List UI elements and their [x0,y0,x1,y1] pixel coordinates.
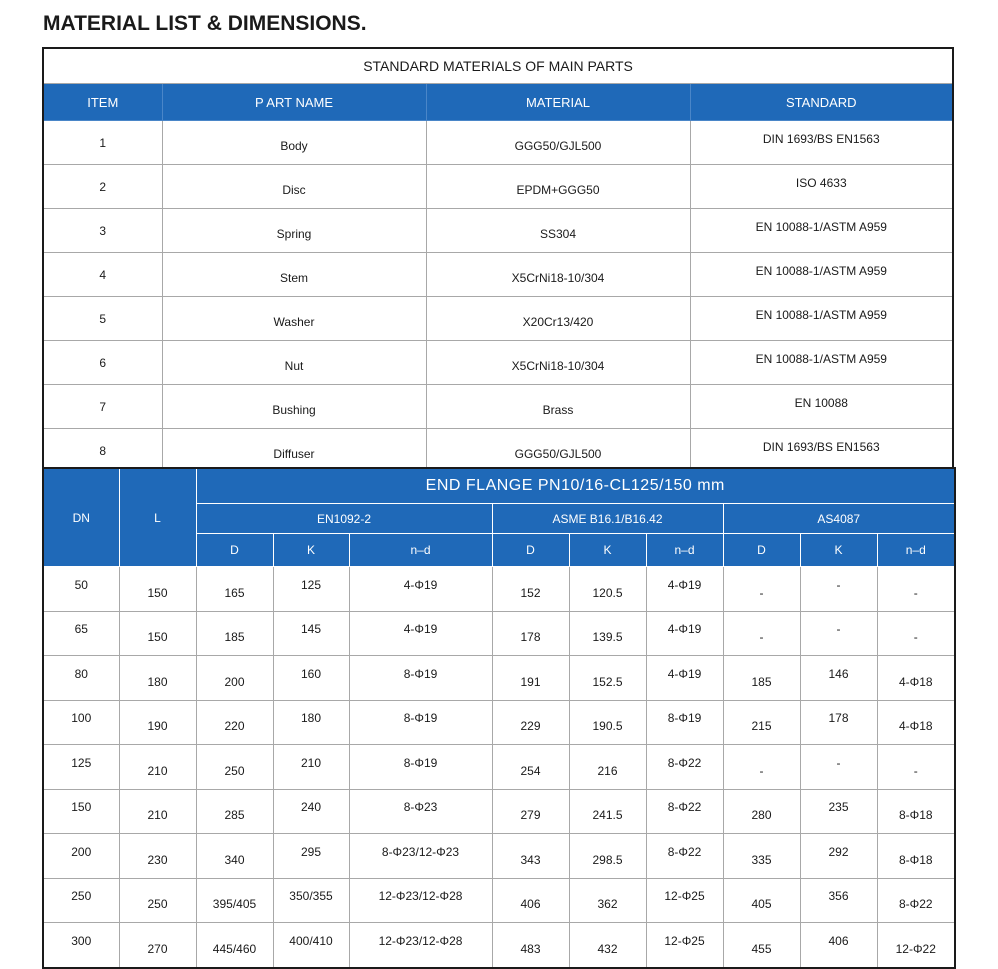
cell-item: 6 [43,341,162,385]
cell-en-d: 445/460 [196,923,273,968]
cell-l: 190 [119,700,196,745]
cell-asme-k: 216 [569,745,646,790]
table-row [43,834,955,879]
cell-en-d: 395/405 [196,878,273,923]
materials-header-row [43,84,953,121]
dimensions-table [42,467,956,969]
cell-material: X5CrNi18-10/304 [426,341,690,385]
cell-en-k: 180 [273,700,349,745]
cell-dn: 50 [43,567,119,612]
sub-header-d: D [723,534,800,567]
cell-item: 2 [43,165,162,209]
cell-item: 5 [43,297,162,341]
cell-dn: 200 [43,834,119,879]
cell-as-k: 178 [800,700,877,745]
cell-en-nd: 8-Φ23/12-Φ23 [349,834,492,879]
cell-l: 230 [119,834,196,879]
cell-as-k: 356 [800,878,877,923]
header-l: L [119,468,196,567]
header-item: ITEM [43,84,162,121]
sub-header-d: D [196,534,273,567]
cell-en-k: 240 [273,789,349,834]
cell-l: 180 [119,656,196,701]
cell-en-nd: 12-Φ23/12-Φ28 [349,923,492,968]
table-row [43,209,953,253]
cell-l: 270 [119,923,196,968]
cell-standard: EN 10088 [690,385,953,429]
cell-as-d: 185 [723,656,800,701]
cell-as-nd: 8-Φ18 [877,834,955,879]
cell-asme-d: 178 [492,611,569,656]
cell-en-d: 220 [196,700,273,745]
cell-standard: EN 10088-1/ASTM A959 [690,253,953,297]
cell-item: 4 [43,253,162,297]
cell-asme-nd: 4-Φ19 [646,656,723,701]
table-row [43,878,955,923]
cell-asme-nd: 12-Φ25 [646,923,723,968]
cell-material: X20Cr13/420 [426,297,690,341]
sub-header-d: D [492,534,569,567]
cell-asme-k: 432 [569,923,646,968]
cell-en-d: 340 [196,834,273,879]
cell-dn: 150 [43,789,119,834]
cell-asme-nd: 8-Φ19 [646,700,723,745]
cell-part-name: Stem [162,253,426,297]
cell-en-nd: 8-Φ23 [349,789,492,834]
cell-material: GGG50/GJL500 [426,121,690,165]
cell-as-nd: - [877,567,955,612]
sub-header-nd: n–d [877,534,955,567]
cell-en-d: 250 [196,745,273,790]
standard-en1092: EN1092-2 [196,504,492,534]
sub-header-nd: n–d [646,534,723,567]
cell-asme-k: 190.5 [569,700,646,745]
cell-l: 210 [119,789,196,834]
cell-l: 150 [119,611,196,656]
cell-asme-d: 152 [492,567,569,612]
page-title: MATERIAL LIST & DIMENSIONS. [43,12,367,35]
cell-l: 250 [119,878,196,923]
header-material: MATERIAL [426,84,690,121]
cell-standard: ISO 4633 [690,165,953,209]
cell-standard: DIN 1693/BS EN1563 [690,121,953,165]
cell-asme-k: 241.5 [569,789,646,834]
cell-asme-d: 229 [492,700,569,745]
cell-standard: EN 10088-1/ASTM A959 [690,341,953,385]
cell-asme-k: 362 [569,878,646,923]
flange-title: END FLANGE PN10/16-CL125/150 mm [196,468,955,504]
table-row [43,789,955,834]
standard-as4087: AS4087 [723,504,955,534]
sub-header-k: K [273,534,349,567]
header-dn: DN [43,468,119,567]
cell-asme-d: 279 [492,789,569,834]
cell-en-k: 295 [273,834,349,879]
table-row [43,923,955,968]
cell-en-nd: 12-Φ23/12-Φ28 [349,878,492,923]
cell-as-k: 146 [800,656,877,701]
cell-asme-nd: 4-Φ19 [646,567,723,612]
cell-asme-d: 343 [492,834,569,879]
cell-item: 3 [43,209,162,253]
cell-asme-k: 139.5 [569,611,646,656]
cell-en-nd: 4-Φ19 [349,611,492,656]
cell-part-name: Bushing [162,385,426,429]
cell-dn: 65 [43,611,119,656]
table-row [43,385,953,429]
table-row [43,700,955,745]
cell-asme-nd: 8-Φ22 [646,789,723,834]
cell-material: SS304 [426,209,690,253]
cell-asme-d: 483 [492,923,569,968]
cell-asme-nd: 8-Φ22 [646,745,723,790]
table-row [43,165,953,209]
cell-part-name: Diffuser [162,429,426,473]
cell-en-nd: 8-Φ19 [349,700,492,745]
cell-en-k: 125 [273,567,349,612]
table-row [43,611,955,656]
cell-l: 150 [119,567,196,612]
cell-as-d: 215 [723,700,800,745]
cell-asme-d: 254 [492,745,569,790]
cell-as-nd: - [877,745,955,790]
cell-as-k: 406 [800,923,877,968]
cell-as-k: - [800,611,877,656]
cell-en-nd: 8-Φ19 [349,745,492,790]
cell-en-k: 400/410 [273,923,349,968]
cell-as-d: 335 [723,834,800,879]
cell-material: GGG50/GJL500 [426,429,690,473]
cell-standard: EN 10088-1/ASTM A959 [690,209,953,253]
cell-as-d: 280 [723,789,800,834]
cell-material: X5CrNi18-10/304 [426,253,690,297]
cell-en-d: 165 [196,567,273,612]
cell-en-k: 160 [273,656,349,701]
cell-dn: 250 [43,878,119,923]
cell-as-k: - [800,745,877,790]
cell-part-name: Spring [162,209,426,253]
cell-asme-d: 191 [492,656,569,701]
sub-header-nd: n–d [349,534,492,567]
cell-part-name: Disc [162,165,426,209]
cell-en-nd: 8-Φ19 [349,656,492,701]
cell-material: Brass [426,385,690,429]
cell-en-k: 350/355 [273,878,349,923]
cell-en-k: 145 [273,611,349,656]
cell-standard: EN 10088-1/ASTM A959 [690,297,953,341]
table-row [43,253,953,297]
table-row [43,656,955,701]
cell-asme-nd: 8-Φ22 [646,834,723,879]
cell-as-nd: 4-Φ18 [877,656,955,701]
cell-standard: DIN 1693/BS EN1563 [690,429,953,473]
table-row [43,297,953,341]
cell-l: 210 [119,745,196,790]
cell-asme-nd: 12-Φ25 [646,878,723,923]
cell-dn: 80 [43,656,119,701]
cell-asme-k: 298.5 [569,834,646,879]
table-row [43,567,955,612]
cell-as-d: - [723,745,800,790]
table-row [43,745,955,790]
cell-asme-d: 406 [492,878,569,923]
cell-as-d: - [723,567,800,612]
cell-as-k: 235 [800,789,877,834]
cell-en-nd: 4-Φ19 [349,567,492,612]
cell-asme-nd: 4-Φ19 [646,611,723,656]
cell-dn: 125 [43,745,119,790]
standard-asme: ASME B16.1/B16.42 [492,504,723,534]
sub-header-k: K [569,534,646,567]
cell-as-k: 292 [800,834,877,879]
cell-en-d: 285 [196,789,273,834]
cell-asme-k: 120.5 [569,567,646,612]
table-row [43,341,953,385]
cell-as-nd: 12-Φ22 [877,923,955,968]
cell-as-d: - [723,611,800,656]
sub-header-k: K [800,534,877,567]
cell-part-name: Body [162,121,426,165]
cell-as-d: 405 [723,878,800,923]
table-row [43,121,953,165]
cell-en-d: 185 [196,611,273,656]
cell-as-nd: 8-Φ18 [877,789,955,834]
cell-as-k: - [800,567,877,612]
cell-item: 1 [43,121,162,165]
dimensions-body [43,567,955,968]
materials-body [43,121,953,518]
cell-item: 8 [43,429,162,473]
cell-as-nd: 4-Φ18 [877,700,955,745]
cell-dn: 100 [43,700,119,745]
cell-en-d: 200 [196,656,273,701]
cell-dn: 300 [43,923,119,968]
header-standard: STANDARD [690,84,953,121]
table-row [43,429,953,473]
materials-table [42,47,954,518]
cell-part-name: Nut [162,341,426,385]
cell-item: 7 [43,385,162,429]
cell-en-k: 210 [273,745,349,790]
cell-part-name: Washer [162,297,426,341]
cell-as-d: 455 [723,923,800,968]
cell-material: EPDM+GGG50 [426,165,690,209]
cell-as-nd: 8-Φ22 [877,878,955,923]
header-part-name: P ART NAME [162,84,426,121]
materials-caption: STANDARD MATERIALS OF MAIN PARTS [43,48,953,84]
cell-as-nd: - [877,611,955,656]
cell-asme-k: 152.5 [569,656,646,701]
